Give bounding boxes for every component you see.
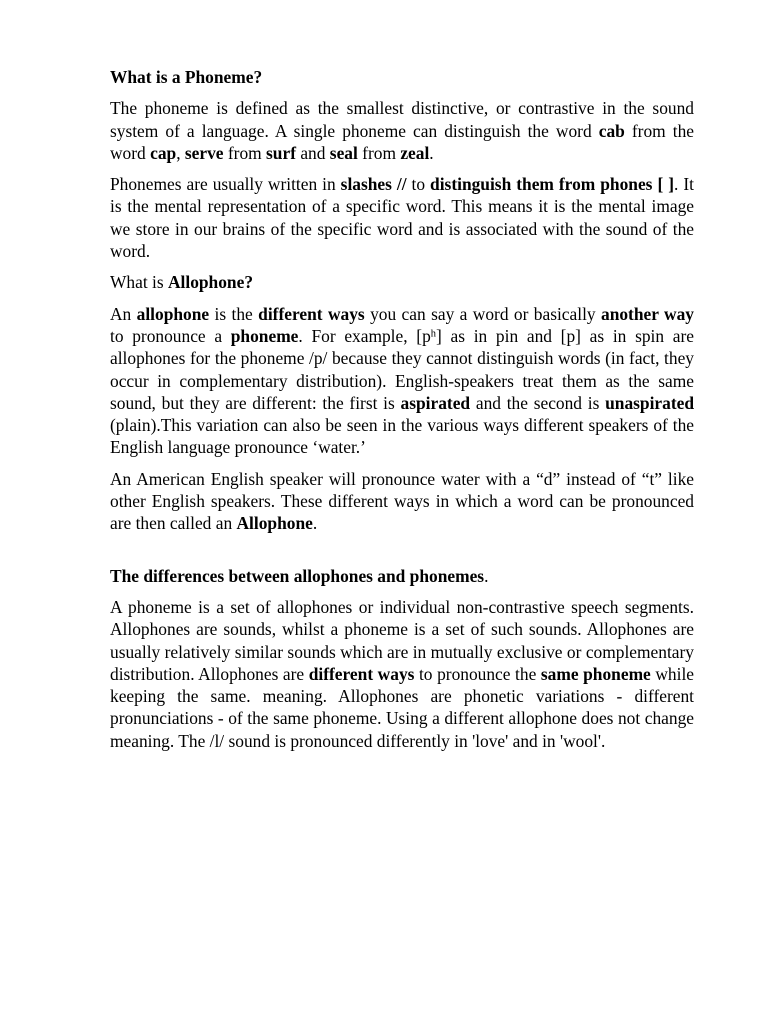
paragraph-allophone-definition: An allophone is the different ways you can say a word or basically another way to pronounce a phoneme. For example, $[p^h]$ as in pin and [p] as in spin are allophones for the phoneme /p/ because they cannot distinguish words (in fact, they occur in complementary distribution). English-speakers treat them as the same sound, but they are different: the first is aspirated and the second is unaspirated (plain).This variation can also be seen in the various ways different speakers of the English language pronounce ‘water.’	[110, 303, 695, 458]
paragraph-differences: A phoneme is a set of allophones or individual non-contrastive speech segments. Allophones are sounds, whilst a phoneme is a set of such sounds. Allophones are usually relatively similar sounds which are in mutually exclusive or complementary distribution. Allophones are different ways to pronounce the same phoneme while keeping the same. meaning. Allophones are phonetic variations - different pronunciations - of the same phoneme. Using a different allophone does not change meaning. The /l/ sound is pronounced differently in 'love' and in 'wool'.	[110, 596, 694, 751]
blank-line	[110, 544, 694, 565]
paragraph-phoneme-notation: Phonemes are usually written in slashes // to distinguish them from phones [ ]. It is the mental representation of a specific word. This means it is the mental image we store in our brains of the specific word and is associated with the sound of the word.	[110, 174, 694, 262]
heading-differences: The differences between allophones and phonemes.	[110, 565, 489, 586]
paragraph-american-english-example: An American English speaker will pronounce water with a “d” instead of “t” like other English speakers. These different ways in which a word can be pronounced are then called an Allophone.	[110, 468, 694, 534]
document-page	[110, 66, 694, 761]
heading-what-is-phoneme: What is a Phoneme?	[110, 67, 263, 87]
paragraph-phoneme-definition: The phoneme is defined as the smallest distinctive, or contrastive in the sound system of a language. A single phoneme can distinguish the word cab from the word cap, serve from surf and seal from zeal.	[110, 98, 694, 163]
heading-what-is-allophone: What is Allophone?	[110, 272, 254, 293]
